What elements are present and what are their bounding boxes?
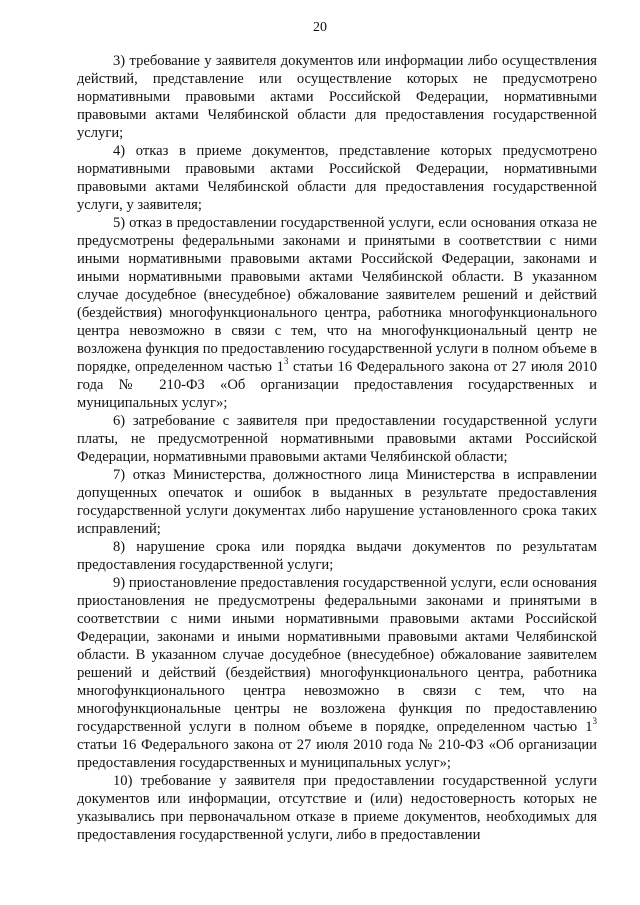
list-item-5 (77, 214, 597, 412)
list-item-5-text-end: статьи 16 Федерального закона от 27 июля 2010 года № 210-ФЗ «Об организации предоставления государственных и муниципальных услуг»; (77, 359, 598, 411)
document-body (77, 52, 597, 844)
list-item-9-text: 9) приостановление предоставления государственной услуги, если основания приостановления не предусмотрены федеральными законами и принятыми в соответствии с ними иными нормативными правовыми актами Российской Федерации, законами и иными нормативными правовыми актами Челябинской области. В указанном случае досудебное (внесудебное) обжалование заявителем решений и действий (бездействия) многофункционального центра, работника многофункционального центра невозможно в связи с тем, что на многофункциональные центры не возложена функция по предоставлению государственной услуги в полном объеме в порядке, определенном частью 1 (77, 575, 597, 735)
list-item-7: 7) отказ Министерства, должностного лица Министерства в исправлении допущенных опечаток и ошибок в выданных в результате предоставления государственной услуги документах либо нарушение установленного срока таких исправлений; (77, 467, 597, 537)
list-item-9-superscript: 3 (592, 716, 597, 727)
list-item-8: 8) нарушение срока или порядка выдачи документов по результатам предоставления государственной услуги; (77, 539, 597, 573)
list-item-4: 4) отказ в приеме документов, представление которых предусмотрено нормативными правовыми актами Российской Федерации, нормативными правовыми актами Челябинской области для предоставления государственной услуги, у заявителя; (77, 143, 597, 213)
list-item-10: 10) требование у заявителя при предоставлении государственной услуги документов или информации, отсутствие и (или) недостоверность которых не указывались при первоначальном отказе в приеме документов, необходимых для предоставления государственной услуги, либо в предоставлении (77, 773, 597, 843)
list-item-3: 3) требование у заявителя документов или информации либо осуществления действий, представление или осуществление которых не предусмотрено нормативными правовыми актами Российской Федерации, нормативными правовыми актами Челябинской области для предоставления государственной услуги; (77, 53, 597, 141)
list-item-6: 6) затребование с заявителя при предоставлении государственной услуги платы, не предусмотренной нормативными правовыми актами Российской Федерации, нормативными правовыми актами Челябинской области; (77, 413, 597, 465)
page-number: 20 (313, 20, 327, 35)
list-item-9-text-end: статьи 16 Федерального закона от 27 июля 2010 года № 210-ФЗ «Об организации предоставления государственных и муниципальных услуг»; (77, 737, 597, 771)
list-item-5-superscript: 3 (283, 356, 289, 367)
list-item-5-text: 5) отказ в предоставлении государственной услуги, если основания отказа не предусмотрены федеральными законами и принятыми в соответствии с ними иными нормативными правовыми актами Российской Федерации, законами и иными нормативными правовыми актами Челябинской области. В указанном случае досудебное (внесудебное) обжалование заявителем решений и действий (бездействия) многофункционального центра, работника многофункционального центра невозможно в связи с тем, что на многофункциональный центр не возложена функция по предоставлению государственной услуги в полном объеме в порядке, определенном частью 1 (77, 215, 597, 375)
list-item-9 (77, 574, 597, 772)
